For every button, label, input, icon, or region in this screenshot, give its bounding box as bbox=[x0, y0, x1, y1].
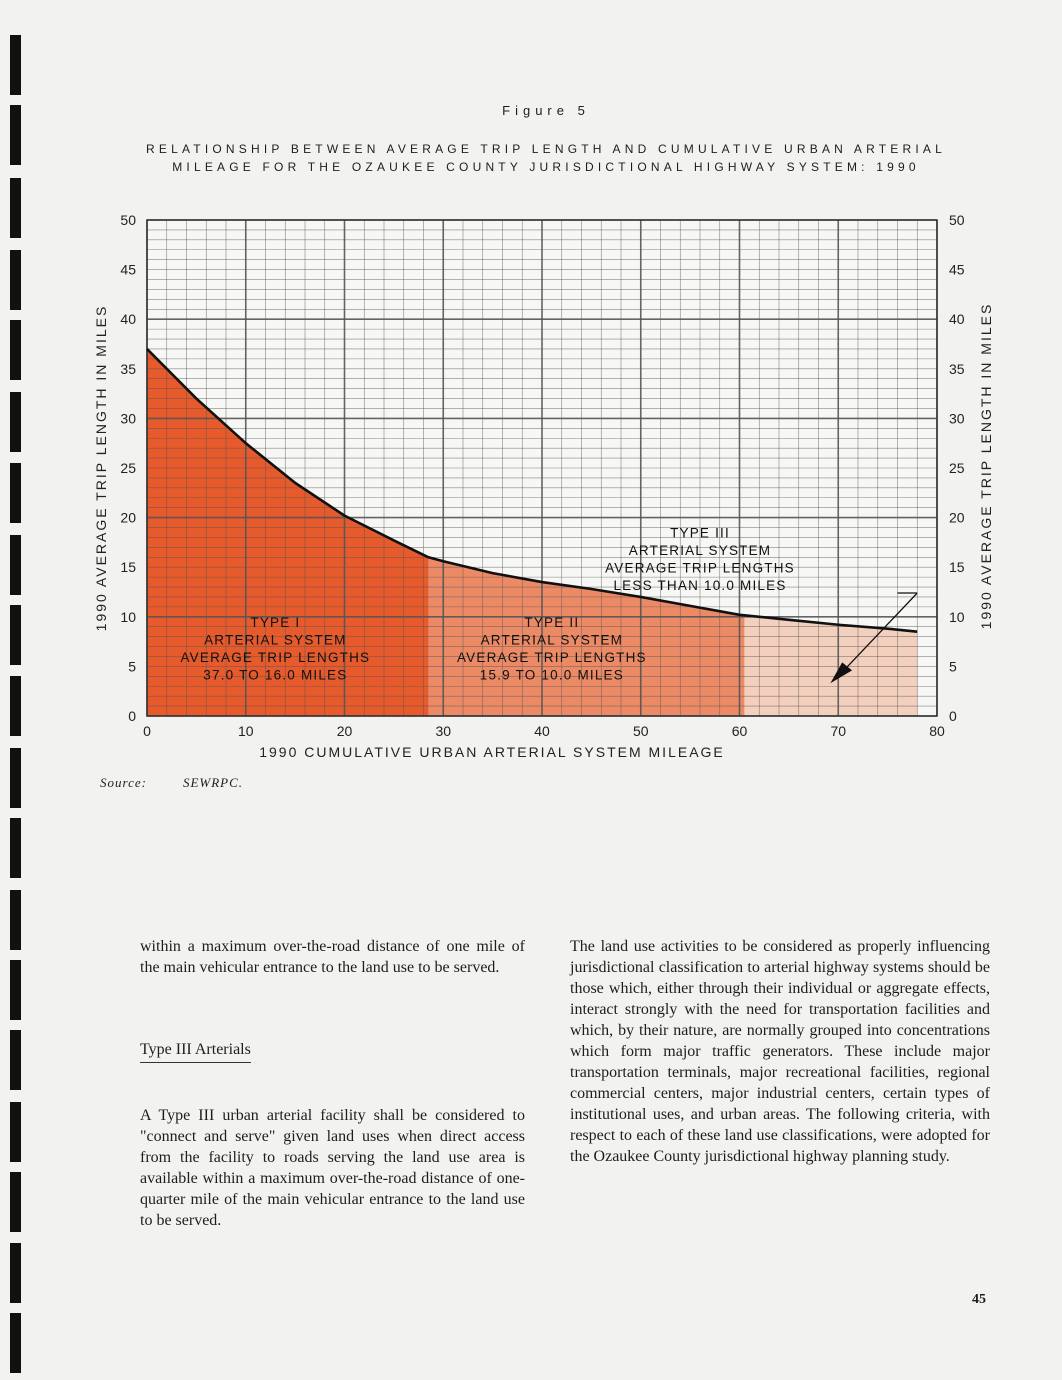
y-tick-label-right: 10 bbox=[949, 608, 965, 625]
region-3-label-line: LESS THAN 10.0 MILES bbox=[613, 578, 787, 594]
region-3-label-line: AVERAGE TRIP LENGTHS bbox=[605, 560, 795, 576]
y-tick-label-left: 50 bbox=[120, 212, 136, 228]
region-2-label-line: ARTERIAL SYSTEM bbox=[480, 632, 624, 648]
y-tick-label-right: 0 bbox=[949, 708, 957, 724]
y-tick-label-right: 20 bbox=[949, 509, 965, 526]
left-column-bottom bbox=[140, 1105, 525, 1231]
y-axis-label-right: 1990 AVERAGE TRIP LENGTH IN MILES bbox=[978, 302, 994, 630]
y-tick-label-right: 25 bbox=[949, 460, 965, 476]
region-3-label-line: TYPE III bbox=[670, 525, 730, 541]
y-tick-label-left: 15 bbox=[120, 559, 136, 576]
y-tick-label-right: 35 bbox=[949, 360, 965, 377]
region-2-label-line: TYPE II bbox=[524, 614, 580, 630]
y-tick-label-left: 5 bbox=[128, 658, 136, 675]
region-3-label-line: ARTERIAL SYSTEM bbox=[628, 543, 772, 559]
y-tick-label-left: 0 bbox=[128, 708, 136, 724]
source-note bbox=[100, 775, 279, 791]
y-tick-label-left: 20 bbox=[120, 509, 136, 526]
y-axis-label-left: 1990 AVERAGE TRIP LENGTH IN MILES bbox=[93, 304, 109, 632]
binding-ring bbox=[10, 1172, 21, 1232]
x-tick-label: 60 bbox=[731, 723, 748, 739]
y-tick-label-right: 15 bbox=[949, 559, 965, 576]
y-tick-label-right: 5 bbox=[949, 658, 957, 675]
region-1-label-line: TYPE I bbox=[250, 614, 301, 630]
x-tick-label: 30 bbox=[435, 723, 452, 739]
y-tick-label-left: 35 bbox=[120, 360, 136, 377]
y-tick-label-left: 45 bbox=[120, 261, 136, 278]
region-1-label-line: ARTERIAL SYSTEM bbox=[204, 632, 347, 648]
y-tick-label-left: 25 bbox=[120, 460, 136, 476]
x-tick-label: 40 bbox=[534, 723, 550, 739]
binding-ring bbox=[10, 1030, 21, 1090]
y-tick-label-left: 30 bbox=[120, 410, 136, 427]
left-paragraph-2: A Type III urban arterial facility shall be considered to "connect and serve" given land uses when direct access from the facility to roads serving the land use area is available within a maximum over-the-road distance of one-quarter mile of the main vehicular entrance to the land use to be served. bbox=[140, 1107, 525, 1229]
left-paragraph-1: within a maximum over-the-road distance of one mile of the main vehicular entrance to the land use to be served. bbox=[140, 938, 525, 976]
left-column-top bbox=[140, 936, 525, 978]
region-2-label-line: AVERAGE TRIP LENGTHS bbox=[456, 649, 647, 665]
y-tick-label-right: 40 bbox=[949, 311, 965, 328]
y-tick-label-left: 40 bbox=[120, 311, 136, 328]
right-column bbox=[570, 936, 990, 1167]
x-tick-label: 80 bbox=[929, 723, 945, 739]
binding-ring bbox=[10, 1102, 21, 1162]
source-value: SEWRPC. bbox=[182, 775, 244, 790]
region-1-label-line: 37.0 TO 16.0 MILES bbox=[203, 667, 348, 683]
x-tick-label: 20 bbox=[336, 723, 353, 739]
y-tick-label-right: 30 bbox=[949, 410, 965, 427]
binding-ring bbox=[10, 960, 21, 1020]
figure-label: Figure 5 bbox=[502, 103, 590, 118]
y-tick-label-right: 45 bbox=[949, 261, 965, 278]
binding-ring bbox=[10, 1313, 21, 1373]
binding-ring bbox=[10, 890, 21, 950]
x-tick-label: 50 bbox=[632, 723, 649, 739]
source-label: Source: bbox=[100, 775, 147, 790]
binding-ring bbox=[10, 1243, 21, 1303]
figure-title-line-1: RELATIONSHIP BETWEEN AVERAGE TRIP LENGTH AND CUMULATIVE URBAN ARTERIAL bbox=[146, 142, 946, 156]
x-axis-label: 1990 CUMULATIVE URBAN ARTERIAL SYSTEM MILEAGE bbox=[259, 744, 725, 760]
region-2-label-line: 15.9 TO 10.0 MILES bbox=[479, 667, 624, 683]
page-number: 45 bbox=[972, 1292, 986, 1307]
right-paragraph-1: The land use activities to be considered as properly influencing jurisdictional classification to arterial highway systems should be those which, either through their individual or aggregate effects, interact strongly with the need for transportation facilities and which, by their nature, are normally grouped into concentrations which form major traffic generators. These include major transportation terminals, major recreational facilities, regional commercial centers, major industrial centers, certain types of institutional uses, and urban areas. The following criteria, with respect to each of these land use classifications, were adopted for the Ozaukee County jurisdictional highway planning study. bbox=[570, 938, 990, 1165]
x-tick-label: 10 bbox=[237, 723, 254, 739]
figure-title-line-2: MILEAGE FOR THE OZAUKEE COUNTY JURISDICTIONAL HIGHWAY SYSTEM: 1990 bbox=[172, 160, 920, 174]
region-3-area bbox=[744, 615, 917, 716]
binding-ring bbox=[10, 818, 21, 878]
section-heading: Type III Arterials bbox=[140, 1041, 251, 1063]
y-tick-label-right: 50 bbox=[949, 212, 965, 228]
x-tick-label: 0 bbox=[143, 723, 151, 739]
y-tick-label-left: 10 bbox=[120, 608, 136, 625]
region-1-label-line: AVERAGE TRIP LENGTHS bbox=[180, 649, 371, 665]
x-tick-label: 70 bbox=[830, 723, 847, 739]
